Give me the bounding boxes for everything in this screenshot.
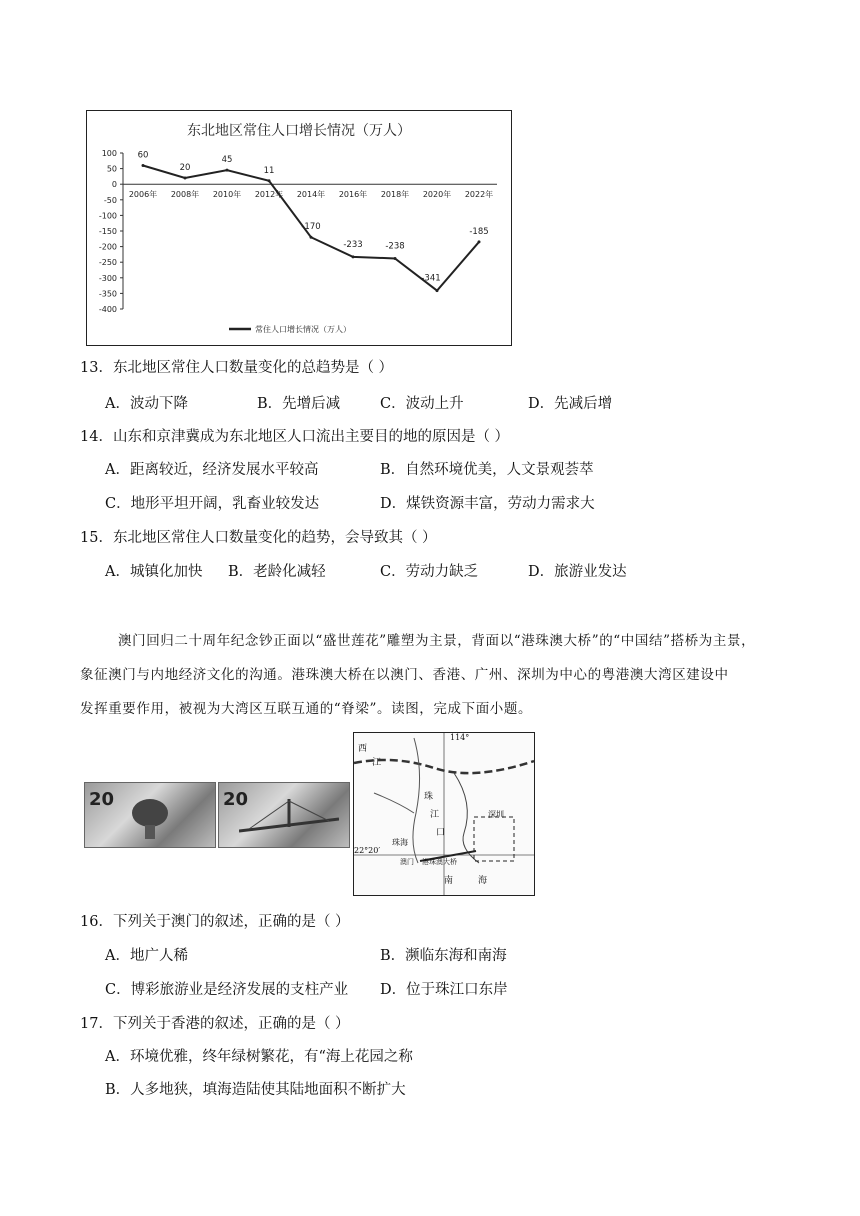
q13-option-d[interactable]: D．先减后增: [528, 396, 613, 412]
q16-option-d[interactable]: D．位于珠江口东岸: [380, 982, 508, 998]
data-label: -170: [301, 222, 321, 233]
data-label: 45: [221, 155, 233, 166]
map-label-nan: 南: [444, 876, 454, 886]
map-label-jiang2: 江: [430, 810, 440, 820]
q14-option-a[interactable]: A．距离较近，经济发展水平较高: [105, 462, 319, 478]
q17-option-b[interactable]: B．人多地狭，填海造陆使其陆地面积不断扩大: [105, 1082, 406, 1098]
pearl-river-delta-map: [353, 732, 535, 896]
longitude-label: 114°: [450, 733, 470, 742]
coastline: [454, 773, 479, 863]
data-point: [268, 179, 271, 182]
map-label-jiang: 江: [372, 758, 382, 768]
y-tick-label: -350: [98, 289, 117, 299]
q15-option-c[interactable]: C．劳动力缺乏: [380, 564, 479, 580]
data-label: 20: [179, 162, 191, 173]
question-15-stem: 15．东北地区常住人口数量变化的趋势，会导致其（ ）: [80, 530, 437, 546]
passage-line-3: 发挥重要作用，被视为大湾区互联互通的“脊梁”。读图，完成下面小题。: [80, 701, 533, 717]
map-label-zhuhai: 珠海: [392, 838, 408, 847]
x-tick-label: 2012年: [254, 190, 284, 200]
data-label: -185: [469, 226, 489, 237]
chart-title: 东北地区常住人口增长情况（万人）: [187, 123, 411, 139]
banknote-back-image: [218, 782, 350, 848]
y-tick-label: 50: [106, 164, 117, 174]
map-label-zhu: 珠: [424, 792, 434, 802]
banknote-back-denom: 20: [223, 789, 249, 810]
banknote-front-denom: 20: [89, 789, 115, 810]
passage-line-2: 象征澳门与内地经济文化的沟通。港珠澳大桥在以澳门、香港、广州、深圳为中心的粤港澳大湾区建设中: [80, 667, 729, 683]
data-point: [478, 240, 481, 243]
data-point: [436, 289, 439, 292]
x-tick-label: 2018年: [380, 190, 410, 200]
y-tick-label: -300: [98, 273, 117, 283]
population-line-chart: [87, 111, 511, 345]
data-point: [142, 164, 145, 167]
legend-label: 常住人口增长情况（万人）: [255, 325, 351, 334]
question-14-stem: 14．山东和京津冀成为东北地区人口流出主要目的地的原因是（ ）: [80, 429, 510, 445]
question-13-stem: 13．东北地区常住人口数量变化的总趋势是（ ）: [80, 360, 394, 376]
data-label: -233: [343, 239, 363, 250]
map-label-bridge: 港珠澳大桥: [422, 858, 457, 866]
population-chart: [86, 110, 512, 346]
q16-option-c[interactable]: C．博彩旅游业是经济发展的支柱产业: [105, 982, 349, 998]
y-tick-label: -400: [98, 305, 117, 314]
y-tick-label: -150: [98, 227, 117, 236]
river-line: [413, 738, 420, 863]
q15-option-d[interactable]: D．旅游业发达: [528, 564, 627, 580]
y-tick-label: -50: [103, 195, 117, 205]
question-16-stem: 16．下列关于澳门的叙述，正确的是（ ）: [80, 914, 350, 930]
lotus-sculpture-icon: [125, 793, 175, 841]
q14-option-b[interactable]: B．自然环境优美，人文景观荟萃: [380, 462, 594, 478]
latitude-label: 22°20′: [354, 846, 381, 855]
q14-option-c[interactable]: C．地形平坦开阔，乳畜业较发达: [105, 496, 320, 512]
x-tick-label: 2020年: [422, 190, 452, 200]
q14-option-d[interactable]: D．煤铁资源丰富，劳动力需求大: [380, 496, 595, 512]
q13-option-a[interactable]: A．波动下降: [105, 396, 188, 412]
data-point: [352, 255, 355, 258]
x-tick-label: 2022年: [464, 190, 494, 200]
x-tick-label: 2006年: [128, 190, 158, 200]
data-point: [226, 169, 229, 172]
x-tick-label: 2016年: [338, 190, 368, 200]
data-label: 11: [263, 165, 275, 176]
y-tick-label: -200: [98, 242, 117, 252]
hong-kong-box: [474, 817, 514, 861]
data-label: -341: [421, 273, 441, 284]
q16-option-b[interactable]: B．濒临东海和南海: [380, 948, 507, 964]
q13-option-b[interactable]: B．先增后减: [257, 396, 341, 412]
y-tick-label: -100: [98, 211, 117, 221]
y-tick-label: 0: [111, 180, 117, 190]
bridge-icon: [239, 797, 339, 841]
map-label-aomen: 澳门: [400, 858, 414, 866]
question-17-stem: 17．下列关于香港的叙述，正确的是（ ）: [80, 1016, 350, 1032]
map-label-xi: 西: [358, 744, 368, 754]
passage-line-1: 澳门回归二十周年纪念钞正面以“盛世莲花”雕塑为主景，背面以“港珠澳大桥”的“中国结”搭桥为主景，: [118, 633, 756, 649]
y-tick-label: 100: [101, 149, 117, 158]
banknote-front-image: [84, 782, 216, 848]
map-label-shenzhen: 深圳: [488, 810, 504, 819]
q16-option-a[interactable]: A．地广人稀: [105, 948, 188, 964]
data-point: [184, 176, 187, 179]
map-label-hai: 海: [478, 876, 488, 886]
q15-option-b[interactable]: B．老龄化减轻: [228, 564, 326, 580]
data-point: [310, 236, 313, 239]
data-label: 60: [137, 150, 149, 161]
data-point: [394, 257, 397, 260]
x-tick-label: 2008年: [170, 190, 200, 200]
q15-option-a[interactable]: A．城镇化加快: [105, 564, 203, 580]
q13-option-c[interactable]: C．波动上升: [380, 396, 464, 412]
data-label: -238: [385, 241, 405, 252]
river-line-west: [374, 793, 414, 813]
y-tick-label: -250: [98, 258, 117, 268]
q17-option-a[interactable]: A．环境优雅，终年绿树繁花，有“海上花园之称: [105, 1049, 413, 1065]
map-label-kou: 口: [436, 828, 446, 838]
x-tick-label: 2010年: [212, 190, 242, 200]
x-tick-label: 2014年: [296, 190, 326, 200]
